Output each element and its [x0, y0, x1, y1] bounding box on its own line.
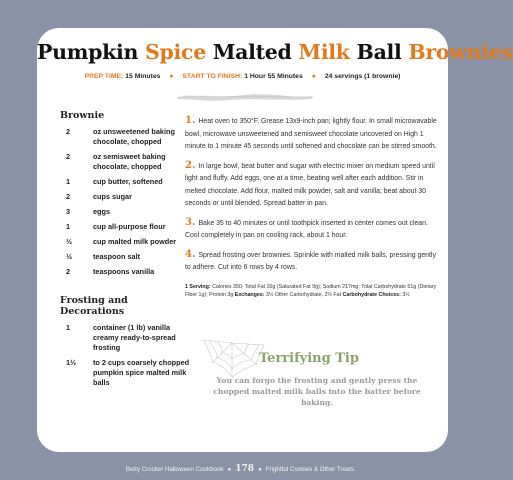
ingredient-text: cup malted milk powder — [93, 237, 177, 246]
bullet-icon: ● — [227, 466, 232, 473]
ingredient-row — [60, 252, 195, 262]
step-number: 2. — [185, 159, 196, 171]
recipe-title — [37, 40, 513, 64]
ingredient-text: cup all-purpose flour — [93, 222, 166, 231]
nutrition-text: Calories 350; Total Fat 16g (Saturated Fat 9g); Sodium 217mg; Total Carbohydrate 51g (Dietary Fiber 1g); Protein 3g — [185, 283, 437, 298]
ingredients-column — [60, 110, 195, 393]
frosting-heading: Frosting and Decorations — [60, 295, 128, 317]
frosting-ingredient-list — [60, 323, 195, 388]
ingredient-row — [60, 222, 195, 232]
ingredient-quantity: 2 — [66, 267, 71, 276]
page-footer — [0, 464, 480, 474]
recipe-step — [185, 160, 437, 211]
title-text: Ball — [349, 40, 409, 64]
carb-choices-label: Carbohydrate Choices: — [342, 291, 401, 298]
ingredient-text: cups sugar — [93, 192, 132, 201]
title-text: Pumpkin — [37, 40, 145, 64]
brush-stroke-icon — [175, 91, 315, 103]
ingredient-row — [60, 358, 195, 388]
finish-time-value: 1 Hour 55 Minutes — [244, 73, 303, 80]
title-text: Malted — [205, 40, 299, 64]
ingredient-row — [60, 177, 195, 187]
steps-list — [185, 115, 437, 275]
ingredient-quantity: ½ — [66, 252, 73, 261]
chapter-title: Frightful Cookies & Other Treats — [265, 466, 355, 473]
nutrition-info — [185, 283, 437, 299]
bullet-icon: ● — [169, 73, 174, 80]
ingredient-quantity: 2 — [66, 127, 71, 136]
ingredient-quantity: 1½ — [66, 358, 77, 367]
recipe-meta — [37, 73, 448, 80]
bullet-icon: ● — [311, 73, 316, 80]
ingredient-quantity: 1 — [66, 177, 71, 186]
ingredient-row — [60, 323, 195, 353]
page-number: 178 — [235, 464, 255, 474]
step-text: Spread frosting over brownies. Sprinkle with malted milk balls, pressing gently to adhere. Cut into 6 rows by 4 rows. — [185, 251, 436, 271]
prep-time-label: PREP TIME: — [84, 73, 124, 80]
brownie-ingredient-list — [60, 127, 195, 277]
ingredient-row — [60, 267, 195, 277]
prep-time-value: 15 Minutes — [125, 73, 161, 80]
step-number: 4. — [185, 248, 196, 260]
ingredient-text: oz unsweetened baking chocolate, chopped — [93, 127, 175, 146]
ingredient-text: eggs — [93, 207, 111, 216]
nutrition-label: 1 Serving: — [185, 283, 211, 290]
servings: 24 servings (1 brownie) — [324, 73, 401, 80]
tip-title: Terrifying Tip — [259, 351, 359, 366]
exchanges-text: 3½ Other Carbohydrate, 2½ Fat — [266, 291, 342, 298]
ingredient-text: oz semisweet baking chocolate, chopped — [93, 152, 166, 171]
ingredient-row — [60, 192, 195, 202]
ingredient-text: to 2 cups coarsely chopped pumpkin spice malted milk balls — [93, 358, 190, 387]
title-accent: Spice — [144, 40, 206, 64]
finish-time-label: START TO FINISH: — [182, 73, 243, 80]
step-number: 3. — [185, 216, 196, 228]
bullet-icon: ● — [258, 466, 262, 473]
title-accent: Brownies — [408, 40, 513, 64]
exchanges-label: Exchanges: — [234, 291, 265, 298]
recipe-card — [37, 28, 513, 452]
recipe-step — [185, 217, 437, 243]
brownie-heading: Brownie — [60, 110, 105, 121]
ingredient-row — [60, 127, 195, 147]
carb-choices-value: 3½ — [402, 291, 410, 298]
title-accent: Milk — [298, 40, 350, 64]
step-text: In large bowl, beat butter and sugar with electric mixer on medium speed until light and fluffy. Add eggs, one at a time, beating well after each addition. Stir in melted chocolate. Add flour, malted milk powder, salt and vanilla; beat about 30 seconds or until blended. Spread batter in pan. — [185, 162, 435, 207]
ingredient-text: cup butter, softened — [93, 177, 163, 186]
step-text: Heat oven to 350°F. Grease 13x9-inch pan; lightly flour. In small microwavable bowl, microwave unsweetened and semisweet chocolate uncovered on High 1 minute to 1 minute 45 seconds until softened and chocolate can be stirred smooth. — [185, 118, 437, 150]
ingredient-text: teaspoons vanilla — [93, 267, 155, 276]
ingredient-quantity: 2 — [66, 152, 71, 161]
directions-column — [185, 115, 437, 299]
ingredient-quantity: 3 — [66, 207, 71, 216]
recipe-step — [185, 115, 437, 154]
step-number: 1. — [185, 115, 196, 126]
ingredient-quantity: 1 — [66, 323, 71, 332]
ingredient-text: container (1 lb) vanilla creamy ready-to-spread frosting — [93, 323, 176, 352]
ingredient-quantity: 2 — [66, 192, 71, 201]
ingredient-row — [60, 207, 195, 217]
step-text: Bake 35 to 40 minutes or until toothpick inserted in center comes out clean. Cool completely in pan on cooling rack, about 1 hour. — [185, 219, 428, 239]
ingredient-row — [60, 237, 195, 247]
tip-body: You can forgo the frosting and gently press the chopped malted milk balls into the batter before baking. — [213, 376, 421, 407]
ingredient-quantity: ½ — [66, 237, 73, 246]
book-title: Betty Crocker Halloween Cookbook — [125, 466, 224, 473]
ingredient-row — [60, 152, 195, 172]
recipe-step — [185, 249, 437, 275]
ingredient-quantity: 1 — [66, 222, 71, 231]
ingredient-text: teaspoon salt — [93, 252, 141, 261]
